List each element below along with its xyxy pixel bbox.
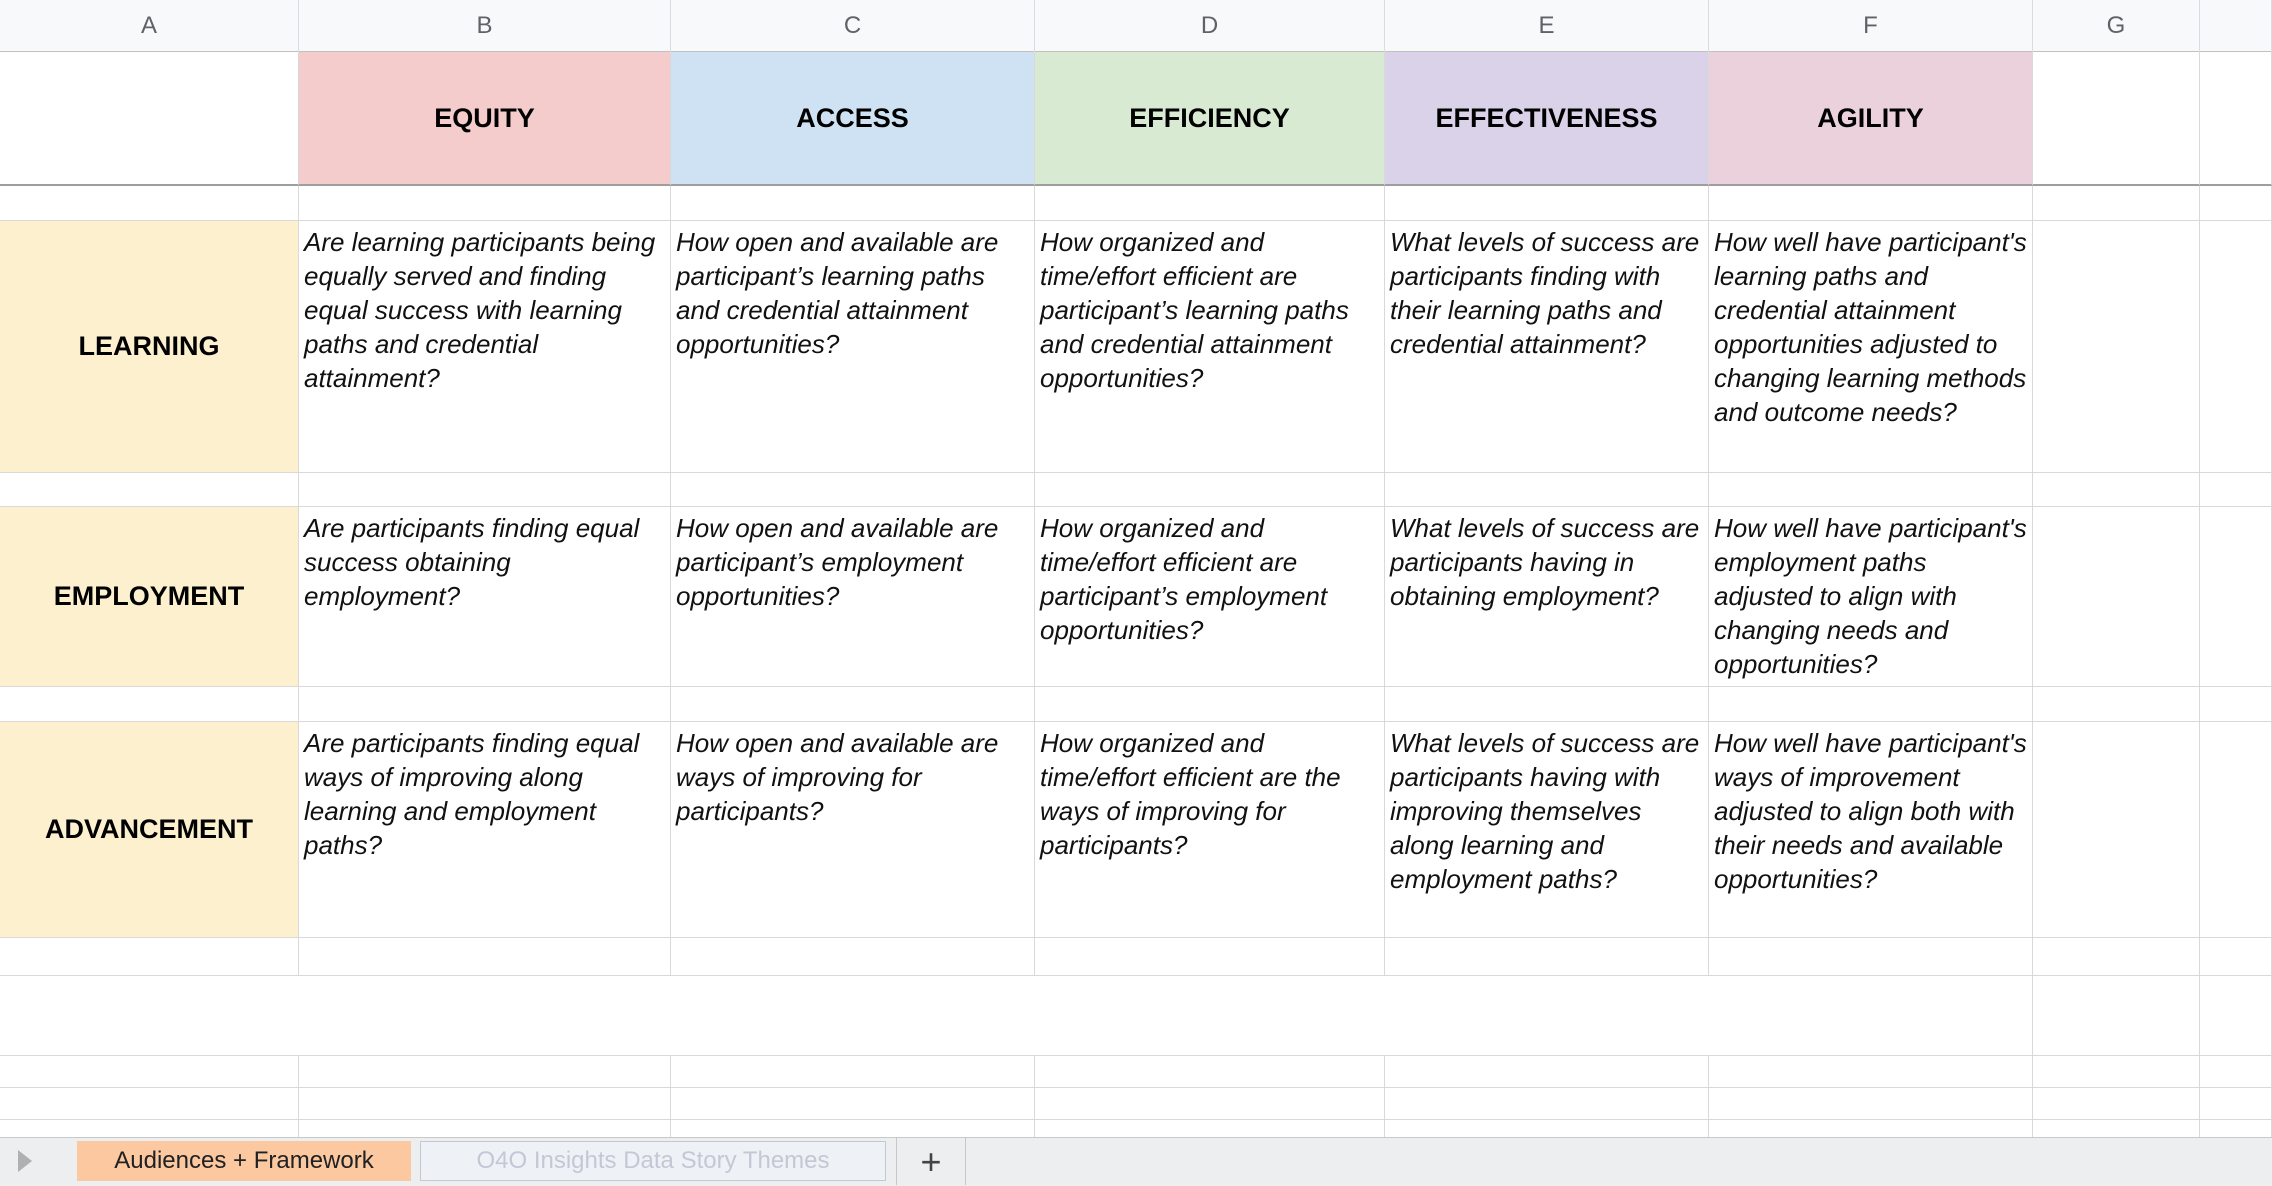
header-agility[interactable]: AGILITY bbox=[1709, 52, 2033, 186]
sheet-tab-bar bbox=[0, 1137, 2272, 1186]
cell-empty[interactable] bbox=[2033, 722, 2200, 938]
cell-empty[interactable] bbox=[0, 186, 299, 221]
column-header-c[interactable]: C bbox=[671, 0, 1035, 52]
cell-empty[interactable] bbox=[2200, 52, 2272, 186]
question-cell-employment-agility[interactable]: How well have participant's employment paths adjusted to align with changing needs and opportunities? bbox=[1709, 507, 2033, 687]
cell-empty[interactable] bbox=[2200, 473, 2272, 507]
cell-empty[interactable] bbox=[2200, 722, 2272, 938]
cell-empty[interactable] bbox=[1035, 473, 1385, 507]
cell-empty[interactable] bbox=[2200, 687, 2272, 722]
cell-empty[interactable] bbox=[1035, 1056, 1385, 1088]
cell-empty[interactable] bbox=[671, 186, 1035, 221]
row-label-learning[interactable]: LEARNING bbox=[0, 221, 299, 473]
question-cell-advancement-access[interactable]: How open and available are ways of improving for participants? bbox=[671, 722, 1035, 938]
cell-empty[interactable] bbox=[1035, 186, 1385, 221]
cell-empty[interactable] bbox=[1709, 473, 2033, 507]
question-cell-advancement-equity[interactable]: Are participants finding equal ways of improving along learning and employment paths? bbox=[299, 722, 671, 938]
sheet-tab-audiences-framework[interactable]: Audiences + Framework bbox=[77, 1141, 411, 1181]
column-header-extra[interactable] bbox=[2200, 0, 2272, 52]
cell-empty[interactable] bbox=[2200, 221, 2272, 473]
cell-empty[interactable] bbox=[1385, 1056, 1709, 1088]
cell-empty[interactable] bbox=[0, 938, 299, 976]
column-header-e[interactable]: E bbox=[1385, 0, 1709, 52]
cell-empty[interactable] bbox=[2033, 938, 2200, 976]
play-arrow-icon[interactable] bbox=[18, 1150, 32, 1172]
question-cell-learning-agility[interactable]: How well have participant's learning paths and credential attainment opportunities adjusted to changing learning methods and outcome needs? bbox=[1709, 221, 2033, 473]
cell-empty[interactable] bbox=[671, 938, 1035, 976]
cell-empty[interactable] bbox=[2033, 507, 2200, 687]
question-cell-employment-effectiveness[interactable]: What levels of success are participants having in obtaining employment? bbox=[1385, 507, 1709, 687]
question-cell-learning-equity[interactable]: Are learning participants being equally served and finding equal success with learning paths and credential attainment? bbox=[299, 221, 671, 473]
cell-empty[interactable] bbox=[671, 1056, 1035, 1088]
row-label-employment[interactable]: EMPLOYMENT bbox=[0, 507, 299, 687]
cell-empty[interactable] bbox=[2033, 52, 2200, 186]
cell-empty[interactable] bbox=[2033, 473, 2200, 507]
header-equity[interactable]: EQUITY bbox=[299, 52, 671, 186]
cell-empty[interactable] bbox=[671, 687, 1035, 722]
cell-empty[interactable] bbox=[0, 473, 299, 507]
row-label-advancement[interactable]: ADVANCEMENT bbox=[0, 722, 299, 938]
cell-empty[interactable] bbox=[2200, 976, 2272, 1056]
cell-empty[interactable] bbox=[2033, 1088, 2200, 1120]
cell-empty[interactable] bbox=[2033, 687, 2200, 722]
cell-empty[interactable] bbox=[299, 1088, 671, 1120]
cell-empty[interactable] bbox=[1385, 938, 1709, 976]
cell-empty[interactable] bbox=[1709, 1088, 2033, 1120]
cell-empty[interactable] bbox=[1385, 687, 1709, 722]
question-cell-learning-access[interactable]: How open and available are participant’s learning paths and credential attainment opportunities? bbox=[671, 221, 1035, 473]
cell-empty[interactable] bbox=[671, 473, 1035, 507]
question-cell-employment-equity[interactable]: Are participants finding equal success obtaining employment? bbox=[299, 507, 671, 687]
cell-empty[interactable] bbox=[2200, 1056, 2272, 1088]
cell-empty[interactable] bbox=[299, 1056, 671, 1088]
column-header-row bbox=[0, 0, 2272, 52]
cell-empty[interactable] bbox=[0, 52, 299, 186]
question-cell-advancement-agility[interactable]: How well have participant's ways of improvement adjusted to align both with their needs and available opportunities? bbox=[1709, 722, 2033, 938]
cell-empty[interactable] bbox=[2033, 186, 2200, 221]
cell-empty[interactable] bbox=[299, 186, 671, 221]
cell-empty[interactable] bbox=[1709, 1056, 2033, 1088]
cell-empty[interactable] bbox=[0, 687, 299, 722]
header-effectiveness[interactable]: EFFECTIVENESS bbox=[1385, 52, 1709, 186]
cell-empty[interactable] bbox=[299, 687, 671, 722]
cell-empty[interactable] bbox=[1385, 1088, 1709, 1120]
column-header-d[interactable]: D bbox=[1035, 0, 1385, 52]
cell-empty[interactable] bbox=[1385, 186, 1709, 221]
cell-empty[interactable] bbox=[0, 976, 2033, 1056]
cell-empty[interactable] bbox=[1709, 186, 2033, 221]
question-cell-advancement-effectiveness[interactable]: What levels of success are participants having with improving themselves along learning and employment paths? bbox=[1385, 722, 1709, 938]
cell-empty[interactable] bbox=[2200, 507, 2272, 687]
cell-empty[interactable] bbox=[1709, 687, 2033, 722]
column-header-f[interactable]: F bbox=[1709, 0, 2033, 52]
cell-empty[interactable] bbox=[1709, 938, 2033, 976]
question-cell-learning-effectiveness[interactable]: What levels of success are participants finding with their learning paths and credential attainment? bbox=[1385, 221, 1709, 473]
column-header-b[interactable]: B bbox=[299, 0, 671, 52]
question-cell-advancement-efficiency[interactable]: How organized and time/effort efficient are the ways of improving for participants? bbox=[1035, 722, 1385, 938]
header-access[interactable]: ACCESS bbox=[671, 52, 1035, 186]
cell-empty[interactable] bbox=[0, 1056, 299, 1088]
column-header-a[interactable]: A bbox=[0, 0, 299, 52]
question-cell-employment-efficiency[interactable]: How organized and time/effort efficient are participant’s employment opportunities? bbox=[1035, 507, 1385, 687]
add-sheet-button[interactable]: + bbox=[896, 1138, 966, 1185]
cell-empty[interactable] bbox=[299, 938, 671, 976]
cell-empty[interactable] bbox=[0, 1088, 299, 1120]
cell-empty[interactable] bbox=[2200, 186, 2272, 221]
cell-empty[interactable] bbox=[1385, 473, 1709, 507]
cell-empty[interactable] bbox=[671, 1088, 1035, 1120]
cell-empty[interactable] bbox=[2033, 1056, 2200, 1088]
cell-empty[interactable] bbox=[1035, 687, 1385, 722]
cell-empty[interactable] bbox=[299, 473, 671, 507]
cell-empty[interactable] bbox=[2033, 221, 2200, 473]
cell-empty[interactable] bbox=[2200, 1088, 2272, 1120]
cell-empty[interactable] bbox=[1035, 938, 1385, 976]
column-header-g[interactable]: G bbox=[2033, 0, 2200, 52]
question-cell-learning-efficiency[interactable]: How organized and time/effort efficient are participant’s learning paths and credential attainment opportunities? bbox=[1035, 221, 1385, 473]
sheet-tab-insights-themes[interactable]: O4O Insights Data Story Themes bbox=[420, 1141, 886, 1181]
cell-empty[interactable] bbox=[2200, 938, 2272, 976]
cell-empty[interactable] bbox=[1035, 1088, 1385, 1120]
cell-empty[interactable] bbox=[2033, 976, 2200, 1056]
question-cell-employment-access[interactable]: How open and available are participant’s employment opportunities? bbox=[671, 507, 1035, 687]
header-efficiency[interactable]: EFFICIENCY bbox=[1035, 52, 1385, 186]
